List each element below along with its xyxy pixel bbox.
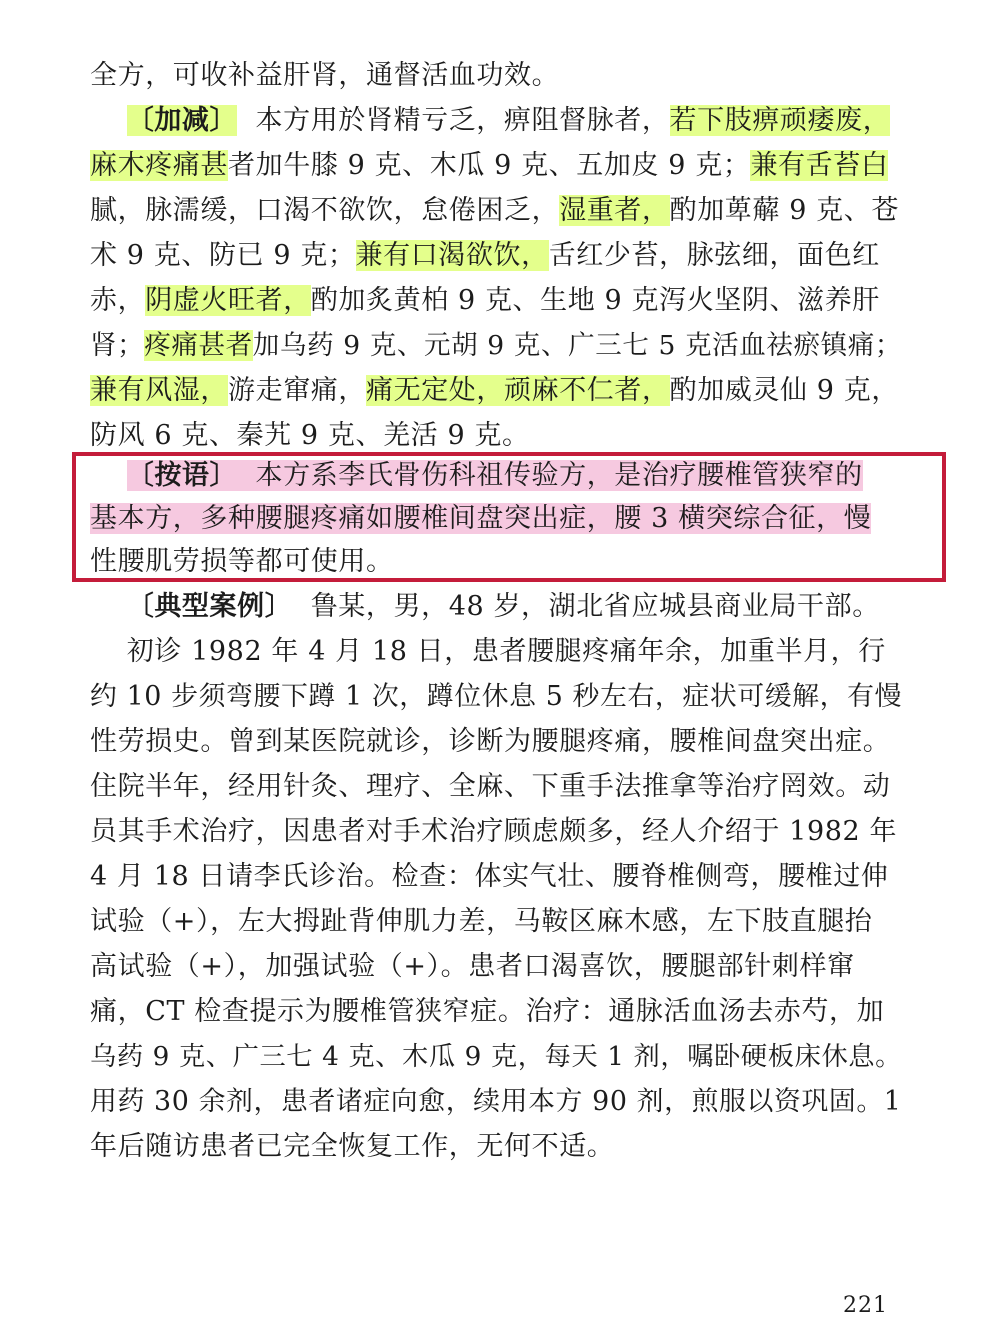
text-segment: 性腰肌劳损等都可使用。	[90, 546, 394, 577]
text-line	[90, 720, 900, 764]
text-segment: 试验（+），左大拇趾背伸肌力差，马鞍区麻木感，左下肢直腿抬	[90, 906, 873, 937]
text-line	[90, 144, 900, 188]
text-segment: 酌加炙黄柏 9 克、生地 9 克泻火坚阴、滋养肝	[310, 285, 880, 316]
text-line	[90, 279, 900, 323]
text-line	[90, 945, 900, 989]
text-line	[90, 189, 900, 233]
text-segment: 痛，CT 检查提示为腰椎管狭窄症。治疗：通脉活血汤去赤芍，加	[90, 996, 885, 1027]
highlighted-text-segment: 兼有口渴欲饮，	[355, 240, 549, 271]
text-segment: 腻，脉濡缓，口渴不欲饮，怠倦困乏，	[90, 195, 560, 226]
text-segment: 约 10 步须弯腰下蹲 1 次，蹲位休息 5 秒左右，症状可缓解，有慢	[90, 681, 903, 712]
text-line	[90, 369, 900, 413]
text-line	[90, 990, 900, 1034]
text-line	[90, 1080, 900, 1124]
text-segment: 全方，可收补益肝肾，通督活血功效。	[90, 60, 560, 91]
highlighted-text-segment: 麻木疼痛甚	[90, 150, 228, 181]
highlighted-text-segment: 本方系李氏骨伤科祖传验方，是治疗腰椎管狭窄的	[237, 460, 863, 491]
text-line	[90, 1125, 900, 1169]
text-segment: 肾；	[90, 330, 145, 361]
text-line	[90, 630, 900, 674]
text-segment: 酌加萆薢 9 克、苍	[669, 195, 899, 226]
text-segment: 乌药 9 克、广三七 4 克、木瓜 9 克，每天 1 剂，嘱卧硬板床休息。	[90, 1042, 903, 1072]
highlighted-text-segment: 疼痛甚者	[144, 330, 253, 361]
text-segment: 防风 6 克、秦艽 9 克、羌活 9 克。	[90, 420, 530, 451]
text-segment: 赤，	[90, 285, 146, 316]
text-segment: 高试验（+），加强试验（+）。患者口渴喜饮，腰腿部针刺样窜	[90, 951, 855, 982]
text-segment: 4 月 18 日请李氏诊治。检查：体实气壮、腰脊椎侧弯，腰椎过伸	[90, 861, 889, 892]
annotation-red-box	[72, 452, 946, 582]
highlighted-text-segment: 兼有舌苔白	[750, 150, 889, 181]
text-line	[90, 675, 903, 719]
text-segment: 术 9 克、防已 9 克；	[90, 240, 356, 271]
highlighted-text-segment: 痛无定处，顽麻不仁者，	[366, 375, 670, 406]
text-segment: 本方用於肾精亏乏，痹阻督脉者，	[237, 105, 670, 136]
text-line	[90, 765, 900, 809]
text-line	[90, 99, 900, 143]
text-line	[90, 234, 900, 278]
text-segment: 酌加威灵仙 9 克，	[669, 375, 899, 406]
text-segment: 员其手术治疗，因患者对手术治疗顾虑颇多，经人介绍于 1982 年	[90, 816, 898, 847]
text-line	[90, 324, 903, 368]
highlighted-text-segment: 〔按语〕	[126, 460, 238, 491]
text-segment: 〔典型案例〕	[126, 591, 293, 622]
highlighted-text-segment: 兼有风湿，	[90, 375, 228, 406]
text-segment: 用药 30 余剂，患者诸症向愈，续用本方 90 剂，煎服以资巩固。1	[90, 1086, 902, 1117]
highlighted-text-segment: 阴虚火旺者，	[145, 285, 311, 316]
text-segment: 舌红少苔，脉弦细，面色红	[548, 240, 880, 271]
text-line	[90, 855, 900, 899]
text-line	[90, 900, 900, 944]
text-segment: 游走窜痛，	[228, 375, 366, 406]
text-segment: 初诊 1982 年 4 月 18 日，患者腰腿疼痛年余，加重半月，行	[90, 636, 886, 667]
text-segment: 者加牛膝 9 克、木瓜 9 克、五加皮 9 克；	[228, 150, 751, 181]
highlighted-text-segment: 〔加减〕	[126, 105, 238, 136]
text-segment: 加乌药 9 克、元胡 9 克、广三七 5 克活血祛瘀镇痛；	[252, 330, 903, 361]
text-segment: 年后随访患者已完全恢复工作，无何不适。	[90, 1131, 615, 1162]
text-segment: 性劳损史。曾到某医院就诊，诊断为腰腿疼痛，腰椎间盘突出症。	[90, 726, 891, 757]
text-line	[90, 585, 900, 629]
text-line	[90, 810, 900, 854]
text-line	[90, 54, 900, 98]
highlighted-text-segment: 若下肢痹顽痿废，	[669, 105, 891, 136]
text-line	[90, 1035, 903, 1079]
text-segment: 鲁某，男，48 岁，湖北省应城县商业局干部。	[292, 591, 880, 622]
text-segment	[90, 591, 127, 622]
text-segment	[90, 105, 127, 136]
highlighted-text-segment: 湿重者，	[559, 195, 670, 226]
highlighted-text-segment: 基本方，多种腰腿疼痛如腰椎间盘突出症，腰 3 横突综合征，慢	[90, 503, 872, 534]
text-segment: 住院半年，经用针灸、理疗、全麻、下重手法推拿等治疗罔效。动	[90, 771, 891, 802]
page-number: 221	[843, 1293, 888, 1318]
